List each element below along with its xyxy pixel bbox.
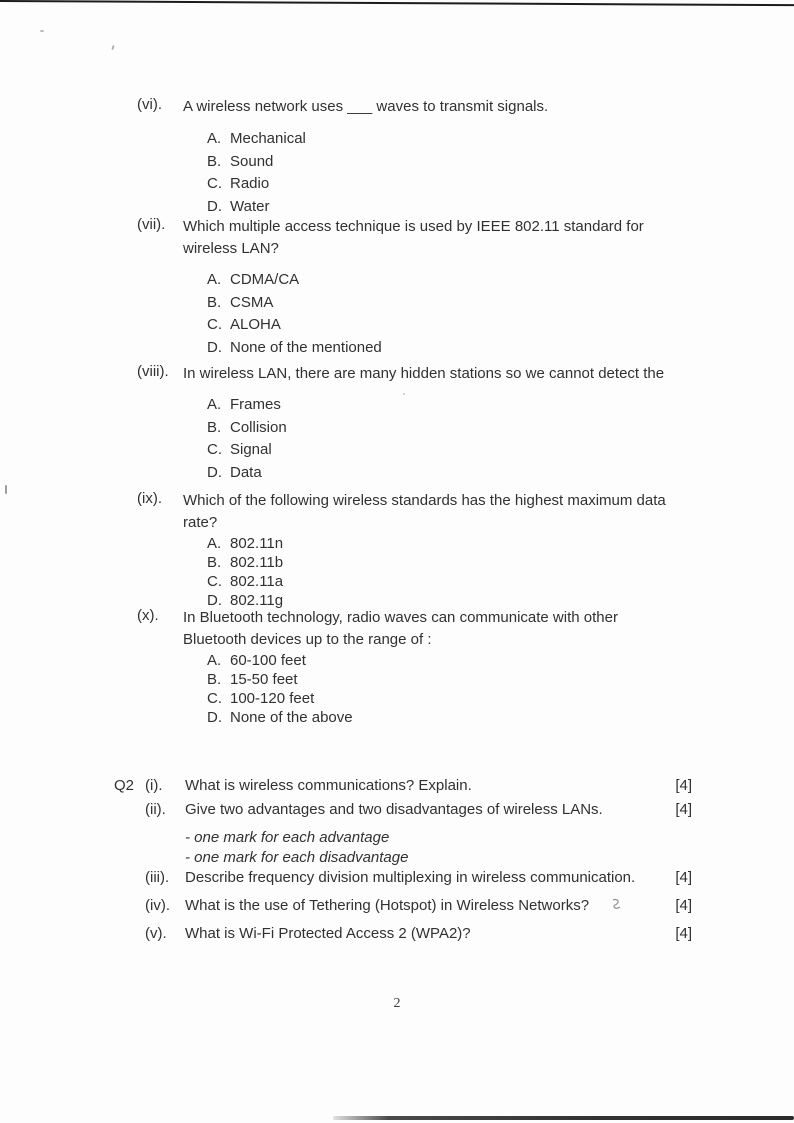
option-letter: D. <box>207 709 222 726</box>
options-list <box>207 269 697 359</box>
q2-item-i <box>114 776 692 796</box>
option-letter: B. <box>207 152 222 170</box>
item-marks: [4] <box>675 897 692 914</box>
question-2-section <box>114 776 692 956</box>
marking-note: - one mark for each disadvantage <box>185 849 409 866</box>
option-text: Frames <box>230 396 281 413</box>
option-a <box>207 394 697 417</box>
q2-item-ii <box>114 800 692 820</box>
item-number: (iii). <box>145 869 170 886</box>
question-text: In wireless LAN, there are many hidden stations so we cannot detect the <box>183 365 665 382</box>
option-letter: C. <box>207 690 222 707</box>
option-text: Data <box>230 463 262 481</box>
option-d <box>207 708 697 727</box>
option-letter: C. <box>207 175 222 192</box>
option-text: Collision <box>230 418 287 436</box>
option-text: None of the above <box>230 709 353 726</box>
option-c <box>207 173 697 196</box>
option-letter: C. <box>207 573 222 590</box>
options-list <box>207 128 697 218</box>
option-c <box>207 439 697 462</box>
option-text: None of the mentioned <box>230 338 382 356</box>
option-letter: A. <box>207 652 222 669</box>
option-c <box>207 572 697 591</box>
marking-notes <box>185 828 408 868</box>
option-b <box>207 670 697 689</box>
question-text: wireless LAN? <box>183 240 279 257</box>
option-b <box>207 553 697 572</box>
option-b <box>207 417 697 440</box>
item-marks: [4] <box>675 801 692 818</box>
option-text: Signal <box>230 441 272 458</box>
option-d <box>207 337 697 360</box>
marking-note: - one mark for each advantage <box>185 829 390 846</box>
scan-speck <box>40 30 44 32</box>
q2-item-iii <box>114 868 692 888</box>
scan-edge-bottom <box>333 1116 794 1120</box>
option-text: 15-50 feet <box>230 671 298 688</box>
option-letter: D. <box>207 338 222 356</box>
page-number: 2 <box>393 996 401 1011</box>
scan-speck <box>111 45 115 50</box>
q2-label: Q2 <box>114 777 135 794</box>
option-c <box>207 314 697 337</box>
item-number: (i). <box>145 777 163 794</box>
option-text: 60-100 feet <box>230 652 306 669</box>
question-number: (vi). <box>137 96 162 113</box>
question-text: Which of the following wireless standards has the highest maximum data <box>183 492 666 509</box>
option-text: Radio <box>230 175 270 192</box>
option-a <box>207 534 697 553</box>
item-marks: [4] <box>675 869 692 886</box>
option-letter: C. <box>207 441 222 458</box>
item-marks: [4] <box>675 777 692 794</box>
option-letter: A. <box>207 396 222 413</box>
option-text: 802.11a <box>230 573 284 590</box>
option-text: 802.11g <box>230 592 284 609</box>
q2-label-spacer <box>114 800 145 820</box>
question-text: In Bluetooth technology, radio waves can communicate with other <box>183 609 618 626</box>
q2-label-spacer <box>114 868 145 888</box>
question-number: (x). <box>137 607 159 624</box>
q2-item-v <box>114 924 692 944</box>
question-number: (viii). <box>137 363 169 380</box>
item-text: What is wireless communications? Explain. <box>185 777 472 794</box>
question-number: (ix). <box>137 490 162 507</box>
q2-label-spacer <box>114 924 145 944</box>
q2-label-spacer <box>114 896 145 916</box>
item-text: Describe frequency division multiplexing in wireless communication. <box>185 869 636 886</box>
option-text: 100-120 feet <box>230 690 315 707</box>
option-letter: B. <box>207 293 222 311</box>
option-letter: A. <box>207 130 222 147</box>
question-text: A wireless network uses ___ waves to transmit signals. <box>183 98 549 115</box>
option-text: CSMA <box>230 293 274 311</box>
option-b <box>207 151 697 174</box>
option-text: CDMA/CA <box>230 271 300 288</box>
item-text: What is Wi-Fi Protected Access 2 (WPA2)? <box>185 925 471 942</box>
option-letter: B. <box>207 554 222 571</box>
option-letter: C. <box>207 316 222 333</box>
question-text: Which multiple access technique is used by IEEE 802.11 standard for <box>183 218 644 235</box>
option-letter: A. <box>207 535 222 552</box>
scan-edge-top <box>0 0 794 6</box>
item-number: (v). <box>145 925 167 942</box>
question-text: rate? <box>183 514 218 531</box>
item-text: Give two advantages and two disadvantages of wireless LANs. <box>185 801 603 818</box>
option-letter: D. <box>207 197 222 215</box>
option-d <box>207 196 697 219</box>
option-b <box>207 292 697 315</box>
item-marks: [4] <box>675 925 692 942</box>
item-number: (ii). <box>145 801 166 818</box>
question-x <box>137 607 697 727</box>
option-text: ALOHA <box>230 316 281 333</box>
option-text: 802.11b <box>230 554 284 571</box>
options-list <box>207 651 697 727</box>
scan-speck <box>5 485 7 494</box>
option-letter: B. <box>207 671 222 688</box>
option-c <box>207 689 697 708</box>
options-list <box>207 534 697 610</box>
option-letter: A. <box>207 271 222 288</box>
q2-item-iv <box>114 896 692 916</box>
question-text: Bluetooth devices up to the range of : <box>183 631 432 648</box>
question-ix <box>137 490 697 610</box>
option-d <box>207 462 697 485</box>
option-a <box>207 269 697 292</box>
option-text: Mechanical <box>230 130 306 147</box>
option-text: Water <box>230 197 270 215</box>
option-letter: D. <box>207 592 222 609</box>
option-letter: D. <box>207 463 222 481</box>
option-letter: B. <box>207 418 222 436</box>
option-a <box>207 128 697 151</box>
question-vi <box>137 96 697 218</box>
question-viii <box>137 363 697 484</box>
item-number: (iv). <box>145 897 170 914</box>
question-vii <box>137 216 697 359</box>
question-number: (vii). <box>137 216 166 233</box>
options-list <box>207 394 697 484</box>
item-text: What is the use of Tethering (Hotspot) in Wireless Networks? <box>185 897 590 914</box>
option-a <box>207 651 697 670</box>
option-text: 802.11n <box>230 535 284 552</box>
option-text: Sound <box>230 152 274 170</box>
